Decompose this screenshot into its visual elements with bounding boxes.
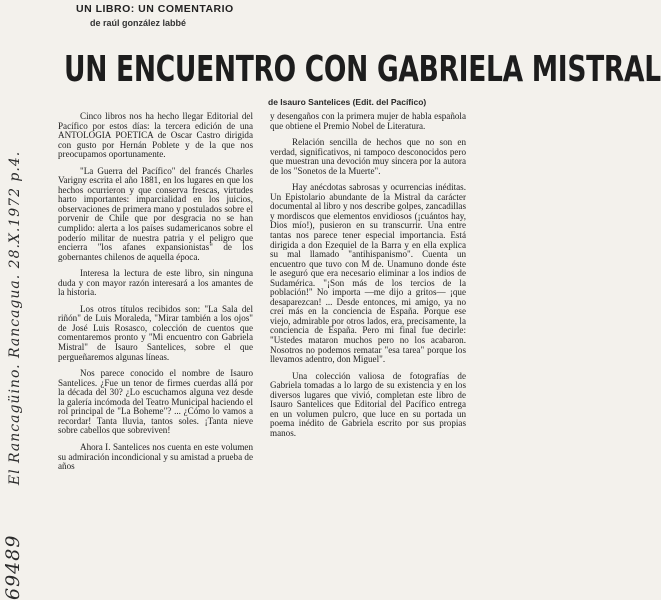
paragraph: Nos parece conocido el nombre de Isauro Santelices. ¿Fue un tenor de firmes cuerdas allá por la década del 30? ¿Lo escuchamos alguna vez desde la galería incómoda del Teatro Municipal haciendo el rol principal de "La Boheme"? ... ¿Cómo lo vamos a recordar! Tanta lluvia, tantos soles. ¡Tanta nieve sobre cabellos que sobreviven!	[58, 368, 253, 436]
source-note: El Rancagüino. Rancagua. 28.X.1972 p.4.	[7, 150, 23, 486]
paragraph: Los otros títulos recibidos son: "La Sala del riñón" de Luis Moraleda, "Mirar también a los ojos" de José Luis Rosasco, colección de cuentos que comentaremos pronto y "Mi encuentro con Gabriela Mistral" de Isauro Santelices, sobre el que pergueñaremos algunas líneas.	[58, 303, 253, 362]
paragraph: Interesa la lectura de este libro, sin ninguna duda y con mayor razón interesará a los amantes de la historia.	[58, 268, 253, 298]
paragraph: Hay anécdotas sabrosas y ocurrencias inéditas. Un Epistolario abundante de la Mistral da carácter documental al libro y nos describe golpes, zancadillas y mordiscos que elementos envidiosos (¡cuántos hay, Dios mío!), pusieron en su transcurrir. Una entre tantas nos parece tener especial importancia. Está dirigida a don Ezequiel de la Barra y en ella explica su mal llamado "antihispanismo". Cuenta un encuentro que tuvo con M de. Unamuno donde éste le aseguró que era necesario eliminar a los indios de Sudamérica. "¡Son más de los tercios de la población!" No importa —me dijo a gritos— ¡que desaparezcan! ... Desde entonces, mi amigo, ya no creí más en la conciencia de España. Porque ese viejo, admirable por otros lados, era, precisamente, la conciencia de España. Pero mi final fue decirle: "Ustedes mataron muchos pero no los acabaron. Nosotros no podemos rematar "esa tarea" porque los llevamos adentro, don Miguel".	[270, 182, 466, 365]
article-headline: UN ENCUENTRO CON GABRIELA MISTRAL	[64, 48, 661, 91]
article-column-left	[58, 112, 253, 598]
archive-number: 69489	[2, 534, 24, 600]
paragraph: Una colección valiosa de fotografías de Gabriela tomadas a lo largo de su existencia y en los diversos lugares que vivió, completan este libro de Isauro Santelices que Editorial del Pacífico entrega en un volumen pulcro, que luce en su portada un poema inédito de Gabriela escrito por sus propias manos.	[270, 370, 466, 438]
paragraph: y desengaños con la primera mujer de habla española que obtiene el Premio Nobel de Literatura.	[270, 111, 466, 131]
reviewer-byline: de raúl gonzález labbé	[90, 18, 187, 28]
paragraph: "La Guerra del Pacífico" del francés Charles Varigny escrita el año 1881, en los lugares en que los hechos ocurrieron y que conserva frescas, virtudes harto importantes: imparcialidad en los juicios, observaciones de primera mano y postulados sobre el porvenir de Chile que por desgracia no se han cumplido: alerta a los países sudamericanos sobre el poderío militar de nuestra patria y el peligro que encierra "los afanes expansionistas" de los gobernantes chilenos de aquella época.	[58, 165, 253, 262]
section-kicker: UN LIBRO: UN COMENTARIO	[76, 3, 234, 15]
paragraph: Relación sencilla de hechos que no son en verdad, significativos, ni tampoco desconocidos pero que muestran una devoción muy sincera por la autora de los "Sonetos de la Muerte".	[270, 137, 466, 176]
paragraph: Ahora I. Santelices nos cuenta en este volumen su admiración incondicional y su amistad a prueba de años	[58, 441, 253, 472]
handwritten-annotation	[2, 151, 24, 600]
paragraph: Cinco libros nos ha hecho llegar Editorial del Pacífico por estos días: la tercera edición de una ANTOLOGIA POETICA de Oscar Castro dirigida con gusto por Hernán Poblete y de la que nos preocupamos oportunamente.	[58, 111, 253, 160]
article-column-right	[270, 112, 466, 598]
book-byline: de Isauro Santelices (Edit. del Pacífico)	[268, 97, 427, 107]
